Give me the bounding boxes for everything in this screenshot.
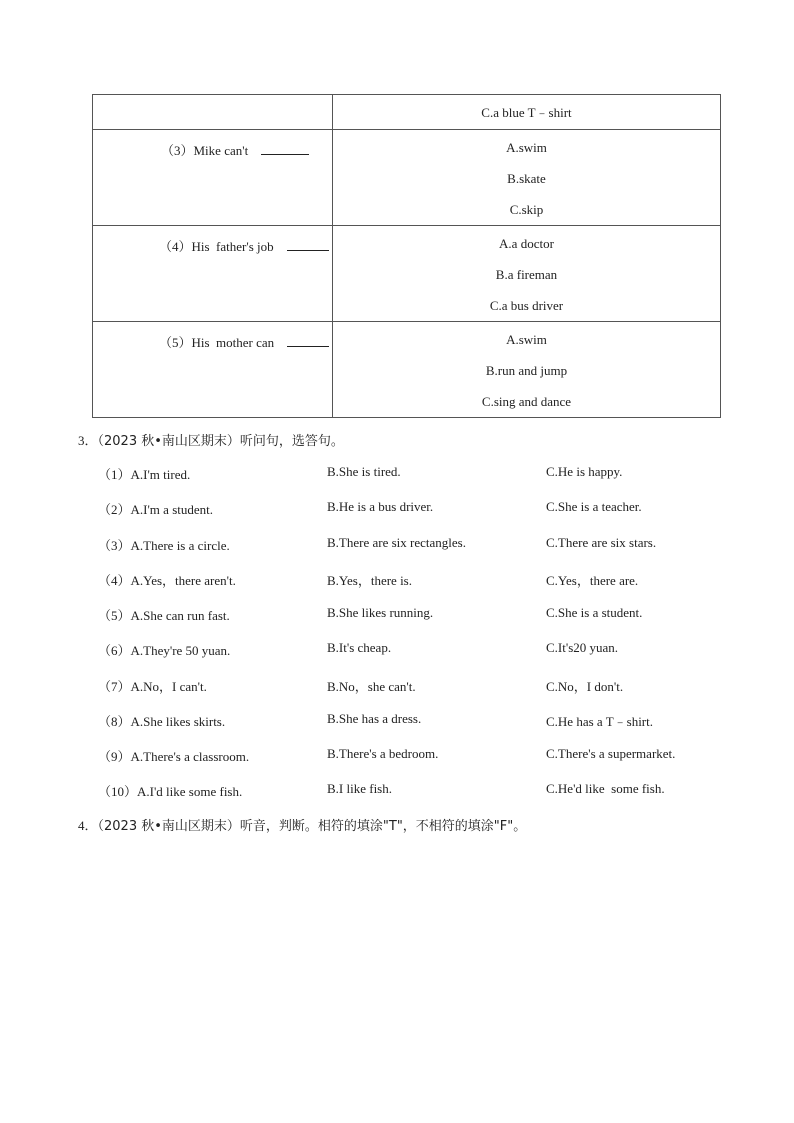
- option: C.sing and dance: [481, 394, 572, 409]
- choice-c[interactable]: C.She is a student.: [546, 605, 643, 620]
- choice-a[interactable]: （9）A.There's a classroom.: [98, 749, 250, 764]
- choice-c[interactable]: C.She is a teacher.: [546, 499, 642, 514]
- question-text: （5）His mother can: [159, 335, 275, 350]
- table-row: [93, 130, 721, 226]
- choice-c[interactable]: C.He is happy.: [546, 464, 623, 479]
- choice-b[interactable]: B.She is tired.: [327, 464, 401, 479]
- choice-b[interactable]: B.It's cheap.: [327, 640, 392, 655]
- table-row: [93, 322, 721, 418]
- question-cell: [93, 226, 333, 322]
- options-cell: [332, 322, 720, 418]
- option: C.a blue T﹣shirt: [481, 105, 572, 120]
- choice-c[interactable]: C.He has a T﹣shirt.: [546, 714, 653, 729]
- choice-b[interactable]: B.Yes，there is.: [327, 573, 412, 588]
- table-row: [93, 95, 721, 130]
- choice-a[interactable]: （2）A.I'm a student.: [98, 502, 213, 517]
- section-4-heading: [78, 815, 526, 834]
- list-item: [0, 570, 794, 590]
- section-number: 4．: [78, 818, 98, 833]
- list-item: [0, 535, 794, 555]
- section-title: （2023 秋•南山区期末）听问句，选答句。: [97, 434, 344, 449]
- choice-c[interactable]: C.Yes，there are.: [546, 573, 639, 588]
- list-item: [0, 711, 794, 731]
- table-row: [93, 226, 721, 322]
- question-cell: [93, 130, 333, 226]
- answer-blank[interactable]: [287, 237, 329, 251]
- choice-c[interactable]: C.There's a supermarket.: [546, 746, 676, 761]
- choice-a[interactable]: （5）A.She can run fast.: [98, 608, 230, 623]
- choice-a[interactable]: （7）A.No，I can't.: [98, 679, 207, 694]
- section-number: 3．: [78, 433, 98, 448]
- options-cell: [332, 226, 720, 322]
- list-item: [0, 464, 794, 484]
- choice-c[interactable]: C.There are six stars.: [546, 535, 657, 550]
- choice-b[interactable]: B.There are six rectangles.: [327, 535, 466, 550]
- list-item: [0, 640, 794, 660]
- answer-blank[interactable]: [287, 333, 329, 347]
- choice-c[interactable]: C.No，I don't.: [546, 679, 624, 694]
- options-cell: [332, 95, 720, 130]
- choice-a[interactable]: （6）A.They're 50 yuan.: [98, 643, 231, 658]
- section-title: （2023 秋•南山区期末）听音，判断。相符的填涂"T"，不相符的填涂"F"。: [97, 819, 527, 834]
- list-item: [0, 781, 794, 801]
- question-cell: [93, 322, 333, 418]
- question-text: （3）Mike can't: [161, 143, 249, 158]
- option: C.a bus driver: [489, 298, 564, 313]
- section-3-heading: [78, 430, 344, 449]
- option: A.swim: [506, 140, 547, 155]
- question-text: （4）His father's job: [159, 239, 274, 254]
- answer-blank[interactable]: [261, 141, 309, 155]
- choice-b[interactable]: B.She likes running.: [327, 605, 434, 620]
- option: B.skate: [507, 171, 546, 186]
- choice-b[interactable]: B.He is a bus driver.: [327, 499, 434, 514]
- choice-b[interactable]: B.I like fish.: [327, 781, 392, 796]
- list-item: [0, 605, 794, 625]
- choice-a[interactable]: （10）A.I'd like some fish.: [98, 784, 243, 799]
- list-item: [0, 499, 794, 519]
- question-cell: [93, 95, 333, 130]
- choice-c[interactable]: C.He'd like some fish.: [546, 781, 665, 796]
- option: A.a doctor: [499, 236, 554, 251]
- choice-a[interactable]: （4）A.Yes，there aren't.: [98, 573, 236, 588]
- option: C.skip: [509, 202, 544, 217]
- choice-b[interactable]: B.She has a dress.: [327, 711, 422, 726]
- choice-b[interactable]: B.No，she can't.: [327, 679, 416, 694]
- option: B.run and jump: [485, 363, 568, 378]
- listening-table: [92, 94, 721, 418]
- choice-a[interactable]: （3）A.There is a circle.: [98, 538, 230, 553]
- choice-a[interactable]: （1）A.I'm tired.: [98, 467, 191, 482]
- options-cell: [332, 130, 720, 226]
- option: B.a fireman: [495, 267, 558, 282]
- option: A.swim: [506, 332, 547, 347]
- list-item: [0, 746, 794, 766]
- list-item: [0, 676, 794, 696]
- choice-a[interactable]: （8）A.She likes skirts.: [98, 714, 226, 729]
- choice-b[interactable]: B.There's a bedroom.: [327, 746, 439, 761]
- choice-c[interactable]: C.It's20 yuan.: [546, 640, 619, 655]
